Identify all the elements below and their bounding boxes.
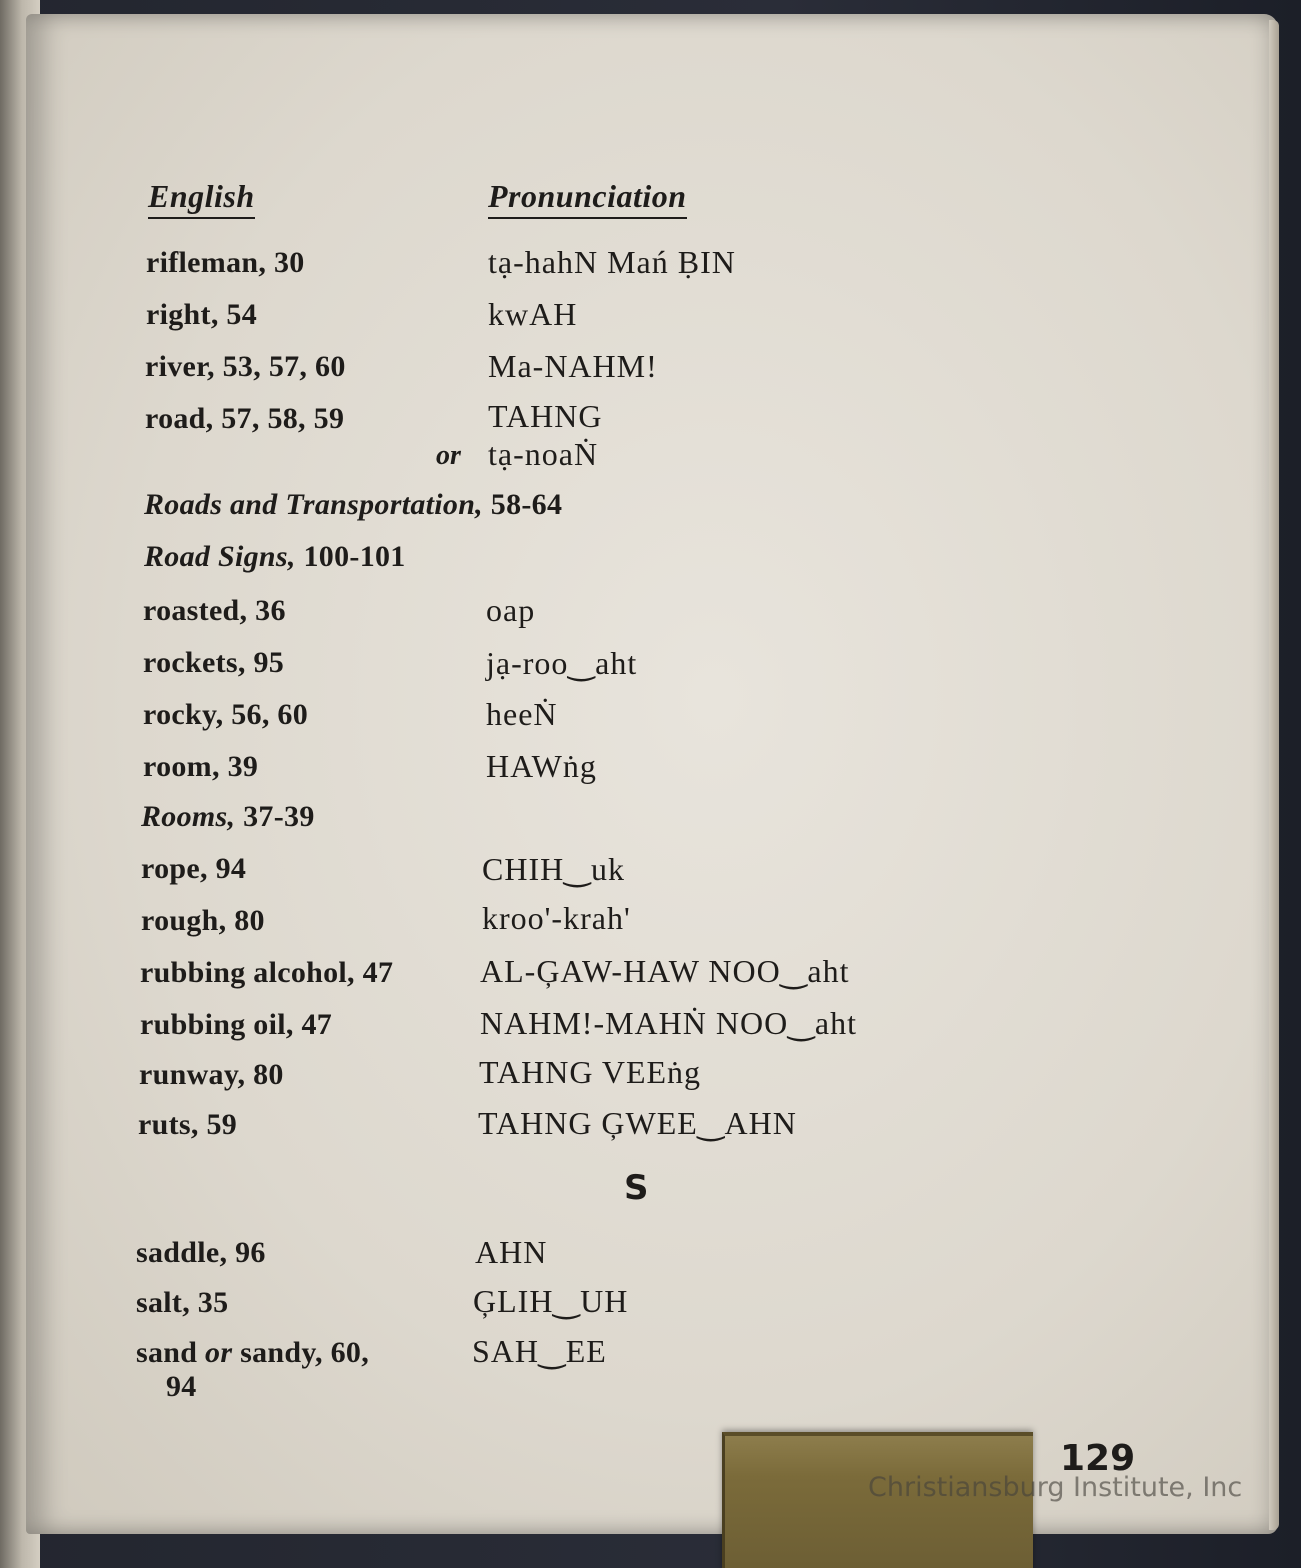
entry-english: rubbing oil, 47: [140, 1008, 333, 1041]
entry-english: ruts, 59: [138, 1108, 238, 1141]
section-title: Roads and Transportation,: [144, 488, 483, 521]
entry-pronunciation: NAHM!-MAHṄ NOO‿aht: [480, 1005, 858, 1041]
page-edge: [1269, 20, 1279, 1530]
entry-english: rope, 94: [141, 852, 247, 885]
section-pages: 58-64: [482, 488, 563, 521]
entry-english: [136, 1336, 369, 1370]
entry-english: room, 39: [143, 750, 259, 783]
entry-pronunciation: kwAH: [488, 296, 578, 332]
entry-english: rockets, 95: [143, 646, 285, 679]
entry-english: river, 53, 57, 60: [145, 350, 346, 383]
or-inline: or: [205, 1336, 233, 1369]
entry-pronunciation: AHN: [475, 1234, 548, 1270]
entry-english: road, 57, 58, 59: [145, 402, 345, 435]
entry-english-part: sand: [136, 1336, 206, 1369]
entry-pronunciation: TAHNG: [488, 398, 603, 434]
section-pages: 100-101: [295, 540, 406, 573]
entry-english: rifleman, 30: [146, 246, 305, 279]
entry-english-continuation: 94: [166, 1370, 197, 1403]
section-title: Rooms,: [141, 800, 236, 833]
entry-english: rough, 80: [141, 904, 265, 937]
entry-pronunciation: AL-ĢAW-HAW NOO‿aht: [480, 953, 850, 989]
section-title: Road Signs,: [144, 540, 296, 573]
section-reference: [144, 488, 562, 522]
entry-english: rubbing alcohol, 47: [140, 956, 394, 989]
entry-english: runway, 80: [139, 1058, 284, 1091]
section-letter: S: [624, 1168, 649, 1208]
entry-english: right, 54: [146, 298, 258, 331]
entry-english-part: sandy, 60,: [232, 1336, 370, 1369]
section-reference: [144, 540, 406, 574]
page-number: 129: [1060, 1438, 1136, 1479]
watermark: Christiansburg Institute, Inc: [868, 1472, 1243, 1503]
entry-pronunciation: CHIH‿uk: [482, 851, 625, 887]
or-label: or: [436, 440, 461, 471]
entry-english: rocky, 56, 60: [143, 698, 309, 731]
entry-pronunciation: tạ-hahN Mań ḄIN: [488, 244, 736, 280]
entry-pronunciation: SAH‿EE: [472, 1333, 607, 1369]
entry-pronunciation: Ma-NAHM!: [488, 348, 658, 384]
entry-pronunciation: oap: [486, 592, 536, 628]
header-english: English: [148, 178, 255, 219]
entry-english: salt, 35: [136, 1286, 229, 1319]
entry-pronunciation: jạ-roo‿aht: [486, 645, 638, 681]
entry-pronunciation: TAHNG VEEṅg: [479, 1054, 702, 1090]
entry-pronunciation: kroo'-krah': [482, 900, 631, 936]
entry-pronunciation: heeṄ: [486, 696, 558, 732]
entry-pronunciation: HAWṅg: [486, 748, 597, 784]
entry-english: saddle, 96: [136, 1236, 266, 1269]
entry-english: roasted, 36: [143, 594, 286, 627]
entry-pronunciation: tạ-noaṄ: [488, 436, 599, 472]
header-pronunciation: Pronunciation: [488, 178, 687, 219]
section-reference: [141, 800, 315, 834]
entry-pronunciation: ĢLIH‿UH: [473, 1283, 629, 1319]
entry-pronunciation: TAHNG ĢWEE‿AHN: [478, 1105, 797, 1141]
section-pages: 37-39: [235, 800, 315, 833]
